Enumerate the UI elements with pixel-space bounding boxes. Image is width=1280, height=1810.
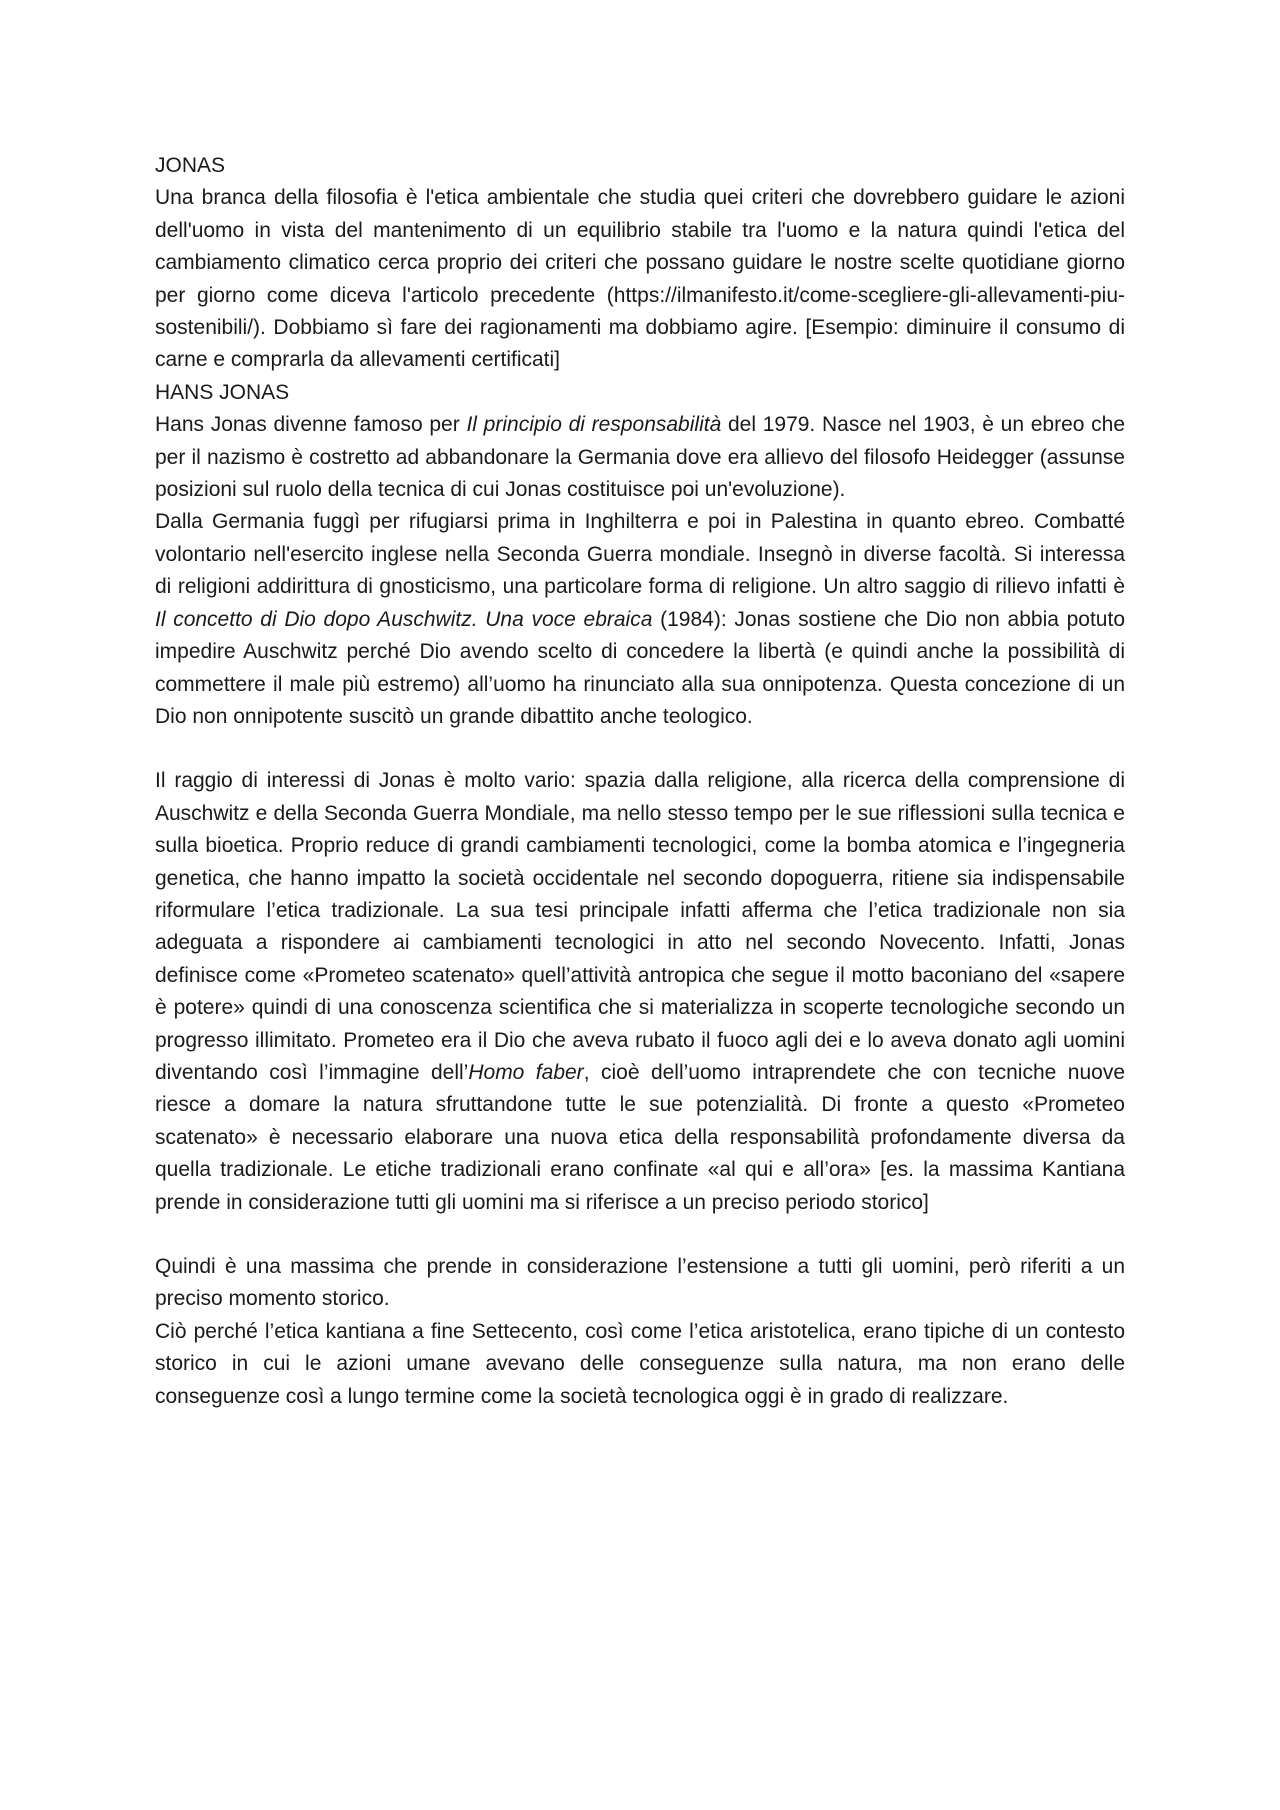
text-run: Dalla Germania fuggì per rifugiarsi prima in Inghilterra e poi in Palestina in quanto ebreo. Combatté volontario nell'esercito inglese nella Seconda Guerra mondiale. Insegnò in diverse facoltà. Si interessa di religioni addirittura di gnosticismo, una particolare forma di religione. Un altro saggio di rilievo infatti è — [155, 510, 1125, 599]
paragraph-maxim: Quindi è una massima che prende in considerazione l’estensione a tutti gli uomini, però riferiti a un preciso momento storico. — [155, 1255, 1125, 1311]
document-page — [155, 150, 1125, 1413]
paragraph-spacer — [155, 1219, 1125, 1251]
paragraph-kantian-ethics: Ciò perché l’etica kantiana a fine Settecento, così come l’etica aristotelica, erano tipiche di un contesto storico in cui le azioni umane avevano delle conseguenze sulla natura, ma non erano delle conseguenze così a lungo termine come la società tecnologica oggi è in grado di realizzare. — [155, 1319, 1125, 1408]
paragraph-environmental-ethics: Una branca della filosofia è l'etica ambientale che studia quei criteri che dovrebbero guidare le azioni dell'uomo in vista del mantenimento di un equilibrio stabile tra l'uomo e la natura quindi l'etica del cambiamento climatico cerca proprio dei criteri che possano guidare le nostre scelte quotidiane giorno per giorno come diceva l'articolo precedente (https://ilmanifesto.it/come-scegliere-gli-allevamenti-piu-sostenibili/). Dobbiamo sì fare dei ragionamenti ma dobbiamo agire. [Esempio: diminuire il consumo di carne e comprarla da allevamenti certificati] — [155, 186, 1125, 372]
text-run: Hans Jonas divenne famoso per — [155, 413, 467, 437]
paragraph-spacer — [155, 733, 1125, 765]
text-run: Il raggio di interessi di Jonas è molto vario: spazia dalla religione, alla ricerca della comprensione di Auschwitz e della Seconda Guerra Mondiale, ma nello stesso tempo per le sue riflessioni sulla tecnica e sulla bioetica. Proprio reduce di grandi cambiamenti tecnologici, come la bomba atomica e l’ingegneria genetica, che hanno impatto la società occidentale nel secondo dopoguerra, ritiene sia indispensabile riformulare l’etica tradizionale. La sua tesi principale infatti afferma che l’etica tradizionale non sia adeguata a rispondere ai cambiamenti tecnologici in atto nel secondo Novecento. Infatti, Jonas definisce come «Prometeo scatenato» quell’attività antropica che segue il motto baconiano del «sapere è potere» quindi di una conoscenza scientifica che si materializza in scoperte tecnologiche secondo un progresso illimitato. Prometeo era il Dio che aveva rubato il fuoco agli dei e lo aveva donato agli uomini diventando così l’immagine dell’ — [155, 769, 1125, 1084]
text-run: (1984): Jonas sostiene che Dio non abbia potuto impedire Auschwitz perché Dio avendo scelto di concedere la libertà (e quindi anche la possibilità di commettere il male più estremo) all’uomo ha rinunciato alla sua onnipotenza. Questa concezione di un Dio non onnipotente suscitò un grande dibattito anche teologico. — [155, 607, 1125, 728]
paragraph-prometheus — [155, 765, 1125, 1219]
book-title: Il concetto di Dio dopo Auschwitz. Una voce ebraica — [155, 607, 653, 631]
book-title: Il principio di responsabilità — [466, 413, 722, 437]
text-run: del 1979. Nasce nel 1903, è un ebreo che per il nazismo è costretto ad abbandonare la Germania dove era allievo del filosofo Heidegger (assunse posizioni sul ruolo della tecnica di cui Jonas costituisce poi un'evoluzione). — [155, 413, 1126, 502]
section-heading-jonas: JONAS — [155, 154, 226, 177]
paragraph-biography — [155, 409, 1125, 506]
section-heading-hans-jonas: HANS JONAS — [155, 380, 290, 404]
term-homo-faber: Homo faber — [468, 1060, 584, 1084]
text-run: , cioè dell’uomo intraprendete che con tecniche nuove riesce a domare la natura sfruttandone tutte le sue potenzialità. Di fronte a questo «Prometeo scatenato» è necessario elaborare una nuova etica della responsabilità profondamente diversa da quella tradizionale. Le etiche tradizionali erano confinate «al qui e all’ora» [es. la massima Kantiana prende in considerazione tutti gli uomini ma si riferisce a un preciso periodo storico] — [155, 1060, 1125, 1214]
paragraph-religion — [155, 506, 1125, 733]
